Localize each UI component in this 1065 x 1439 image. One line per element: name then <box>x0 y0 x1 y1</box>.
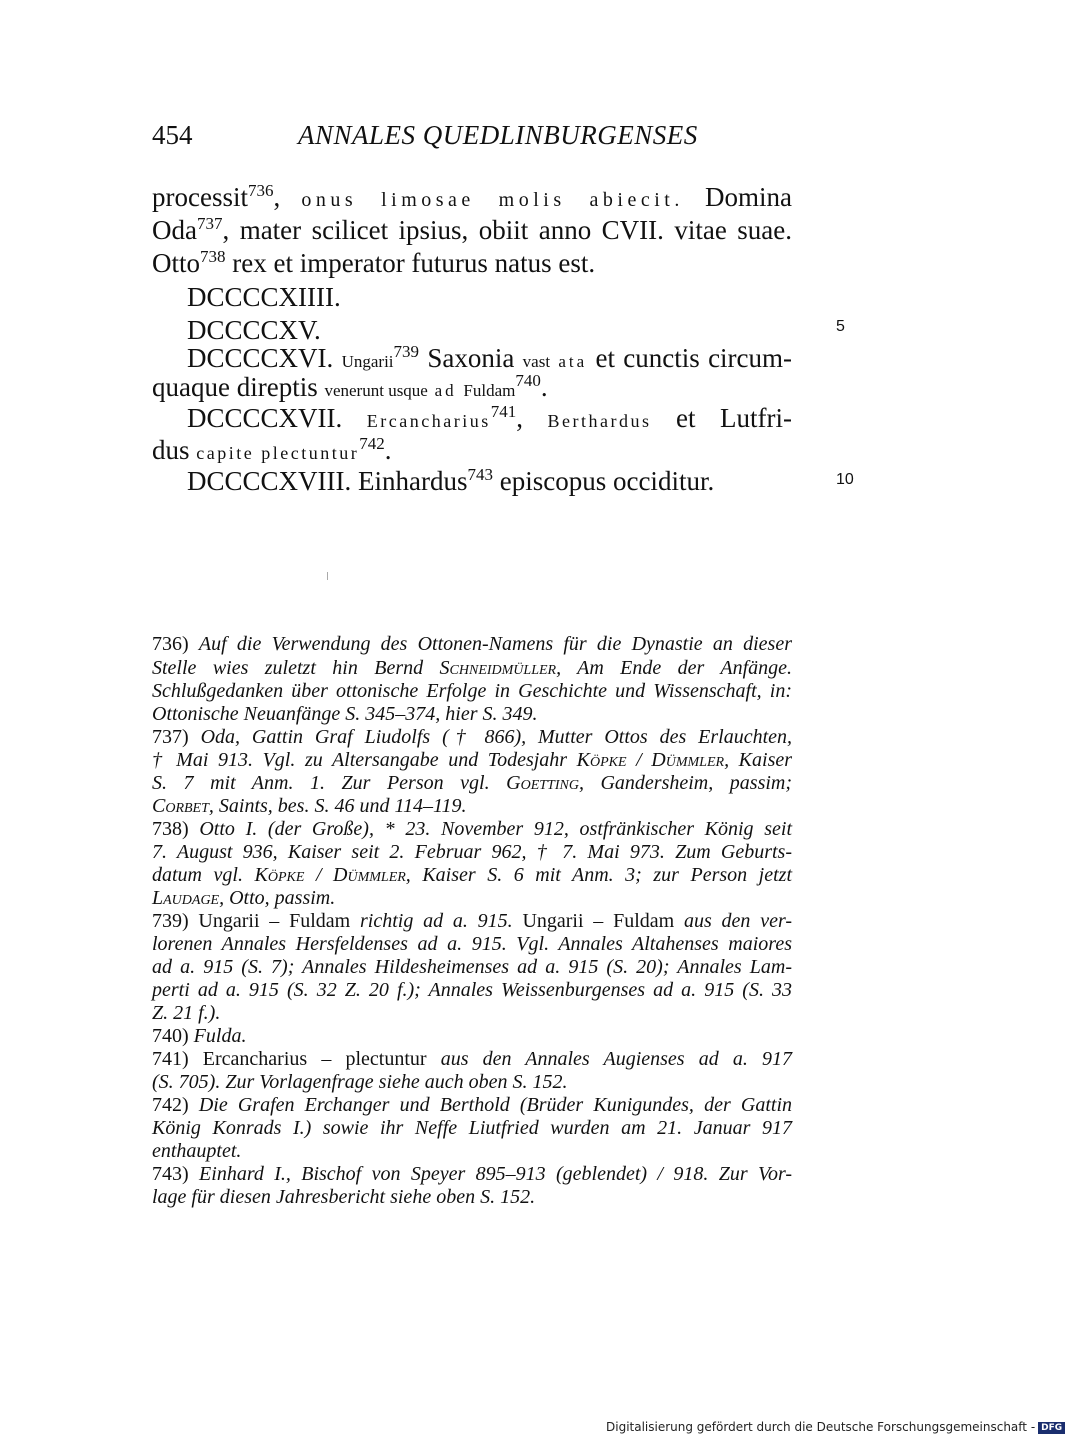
text-line-1: processit$^{736}$, onus limosae molis abiecit. Domina <box>152 181 793 212</box>
text-line-2: Oda$^{737}$, mater scilicet ipsius, obiit anno CVII. vitae suae. <box>152 214 792 245</box>
footnote-739-line-2: lorenen Annales Hersfeldenses ad a. 915. Vgl. Annales Altahenses maiores <box>152 933 792 955</box>
footnote-737-line-3: S. 7 mit Anm. 1. Zur Person vgl. Goetting, Gandersheim, passim; <box>152 772 793 794</box>
text-line-3: Otto$^{738}$ rex et imperator futurus natus est. <box>152 247 596 278</box>
footnote-736-line-3: Schlußgedanken über ottonische Erfolge in Geschichte und Wissenschaft, in: <box>152 680 792 702</box>
dfg-logo: DFG <box>1038 1422 1065 1434</box>
footnote-739-line-3: ad a. 915 (S. 7); Annales Hildesheimenses ad a. 915 (S. 20); Annales Lam- <box>152 956 792 978</box>
footnote-739-line-4: perti ad a. 915 (S. 32 Z. 20 f.); Annales Weissenburgenses ad a. 915 (S. 33 <box>152 979 792 1001</box>
footnote-738-line-3: datum vgl. Köpke / Dümmler, Kaiser S. 6 mit Anm. 3; zur Person jetzt <box>152 864 793 886</box>
footnote-741: 741) Ercancharius – plectuntur aus den Annales Augienses ad a. 917 <box>152 1048 792 1070</box>
footnote-743: 743) Einhard I., Bischof von Speyer 895–913 (geblendet) / 918. Zur Vor- <box>152 1163 793 1185</box>
footnote-739: 739) Ungarii – Fuldam richtig ad a. 915. Ungarii – Fuldam aus den ver- <box>152 910 792 932</box>
digitization-credit: Digitalisierung gefördert durch die Deutsche Forschungsgemeinschaft - DFG <box>606 1420 1065 1434</box>
footnote-737-line-4: Corbet, Saints, bes. S. 46 und 114–119. <box>152 795 467 817</box>
footnote-742-line-3: enthauptet. <box>152 1140 242 1162</box>
footnote-743-line-2: lage für diesen Jahresbericht siehe oben S. 152. <box>152 1186 536 1208</box>
footnote-738-line-4: Laudage, Otto, passim. <box>152 887 336 909</box>
year-entry-917: DCCCCXVII. Ercancharius$^{741}$, Berthardus et Lutfri- <box>187 402 793 433</box>
line-number-10: 10 <box>836 471 854 488</box>
year-entry-918: DCCCCXVIII. Einhardus$^{743}$ episcopus occiditur. <box>187 465 715 496</box>
footnote-742: 742) Die Grafen Erchanger und Berthold (Brüder Kunigundes, der Gattin <box>152 1094 792 1116</box>
footnote-737-line-2: † Mai 913. Vgl. zu Altersangabe und Todesjahr Köpke / Dümmler, Kaiser <box>152 749 793 771</box>
footnote-738: 738) Otto I. (der Große), * 23. November 912, ostfränkischer König seit <box>152 818 793 840</box>
footnote-736-line-2: Stelle wies zuletzt hin Bernd Schneidmüller, Am Ende der Anfänge. <box>152 657 793 679</box>
footnote-737: 737) Oda, Gattin Graf Liudolfs († 866), Mutter Ottos des Erlauchten, <box>152 726 792 748</box>
running-title: ANNALES QUEDLINBURGENSES <box>298 120 698 150</box>
text-line-7: quaque direptis venerunt usque ad Fuldam$^{740}$. <box>152 371 548 402</box>
footnote-736: 736) Auf die Verwendung des Ottonen-Namens für die Dynastie an dieser <box>152 633 792 655</box>
year-entry-916: DCCCCXVI. Ungarii$^{739}$ Saxonia vast ata et cunctis circum- <box>187 342 793 373</box>
footnote-741-line-2: (S. 705). Zur Vorlagenfrage siehe auch oben S. 152. <box>152 1071 568 1093</box>
footnote-738-line-2: 7. August 936, Kaiser seit 2. Februar 962, † 7. Mai 973. Zum Geburts- <box>152 841 792 863</box>
footnote-739-line-5: Z. 21 f.). <box>152 1002 221 1024</box>
line-number-5: 5 <box>836 318 845 335</box>
footnote-740: 740) Fulda. <box>152 1025 247 1047</box>
year-entry-915: DCCCCXV. <box>187 315 321 345</box>
footnote-736-line-4: Ottonische Neuanfänge S. 345–374, hier S. 349. <box>152 703 538 725</box>
footnote-742-line-2: König Konrads I.) sowie ihr Neffe Liutfried wurden am 21. Januar 917 <box>152 1117 792 1139</box>
text-line-9: dus capite plectuntur$^{742}$. <box>152 434 392 465</box>
page-number: 454 <box>152 120 193 150</box>
scan-speck <box>327 572 328 580</box>
year-entry-914: DCCCCXIIII. <box>187 282 341 312</box>
